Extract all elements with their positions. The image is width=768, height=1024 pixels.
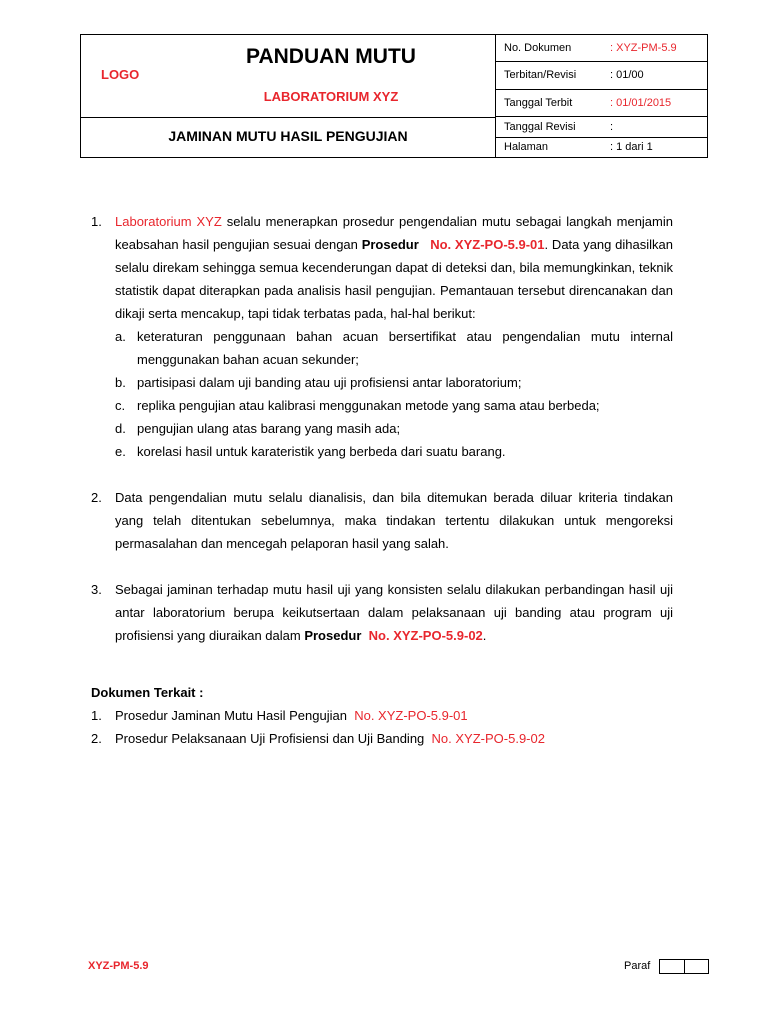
meta-key: No. Dokumen	[504, 42, 572, 54]
paragraph-number: 2.	[91, 490, 102, 505]
list-item	[91, 325, 673, 371]
paraf-label: Paraf	[624, 960, 651, 972]
meta-row-halaman	[496, 138, 707, 157]
paragraph-text: . Data yang dihasilkan selalu direkam sehingga semua kecenderungan dapat di deteksi dan, bila memungkinkan, teknik statistik dapat diterapkan pada analisis hasil pengujian. Pemantauan tersebut direncanakan dan dikaji serta mencakup, tapi tidak terbatas pada, hal-hal berikut:	[115, 237, 673, 321]
meta-row-tanggal-terbit	[496, 90, 707, 117]
list-letter: a.	[115, 329, 126, 344]
related-reference: No. XYZ-PO-5.9-01	[354, 708, 468, 723]
related-reference: No. XYZ-PO-5.9-02	[431, 731, 545, 746]
document-subtitle: LABORATORIUM XYZ	[263, 89, 399, 104]
list-item	[91, 417, 673, 440]
paragraph-3	[91, 578, 673, 647]
meta-key: Tanggal Revisi	[504, 121, 576, 133]
list-item	[91, 371, 673, 394]
list-letter: e.	[115, 444, 126, 459]
prosedur-reference: No. XYZ-PO-5.9-01	[430, 237, 545, 252]
paragraph-number: 1.	[91, 214, 102, 229]
list-item-text: keteraturan penggunaan bahan acuan bersertifikat atau pengendalian mutu internal menggunakan bahan acuan sekunder;	[137, 329, 673, 367]
document-meta-table	[496, 35, 707, 157]
paragraph-text: selalu menerapkan prosedur pengendalian mutu sebagai langkah menjamin keabsahan hasil pengujian sesuai dengan	[115, 214, 673, 252]
related-documents-title: Dokumen Terkait :	[91, 685, 204, 700]
list-item-text: partisipasi dalam uji banding atau uji profisiensi antar laboratorium;	[137, 375, 522, 390]
meta-value: : 01/01/2015	[610, 97, 672, 109]
meta-value: :	[610, 121, 614, 133]
paragraph-2	[91, 486, 673, 555]
meta-value: : 1 dari 1	[610, 141, 653, 153]
related-text: Prosedur Pelaksanaan Uji Profisiensi dan Uji Banding	[115, 731, 425, 746]
document-header-box	[80, 34, 708, 158]
paraf-signature-box	[659, 959, 709, 974]
prosedur-label: Prosedur	[304, 628, 362, 643]
lab-name: Laboratorium XYZ	[115, 214, 222, 229]
list-item-text: korelasi hasil untuk karateristik yang berbeda dari suatu barang.	[137, 444, 506, 459]
list-item-text: replika pengujian atau kalibrasi menggunakan metode yang sama atau berbeda;	[137, 398, 600, 413]
paragraph-text: Data pengendalian mutu selalu dianalisis, dan bila ditemukan berada diluar kriteria tindakan yang telah ditentukan sebelumnya, maka tindakan tertentu dilakukan untuk mengoreksi permasalahan dan mencegah pelaporan hasil yang salah.	[115, 490, 673, 551]
section-title: JAMINAN MUTU HASIL PENGUJIAN	[168, 128, 408, 144]
list-letter: b.	[115, 375, 126, 390]
meta-value: : 01/00	[610, 69, 644, 81]
meta-key: Halaman	[504, 141, 549, 153]
paragraph-1	[91, 210, 673, 325]
related-document-item	[91, 727, 673, 750]
logo-placeholder: LOGO	[101, 67, 140, 82]
prosedur-label: Prosedur	[361, 237, 419, 252]
related-text: Prosedur Jaminan Mutu Hasil Pengujian	[115, 708, 347, 723]
list-item	[91, 440, 673, 463]
document-title: PANDUAN MUTU	[246, 45, 416, 68]
meta-row-terbitan-revisi	[496, 62, 707, 90]
meta-row-no-dokumen	[496, 35, 707, 62]
list-letter: c.	[115, 398, 126, 413]
paragraph-end: .	[482, 628, 487, 643]
prosedur-reference: No. XYZ-PO-5.9-02	[368, 628, 483, 643]
meta-row-tanggal-revisi	[496, 117, 707, 138]
meta-key: Tanggal Terbit	[504, 97, 573, 109]
list-letter: d.	[115, 421, 126, 436]
list-item	[91, 394, 673, 417]
list-item-text: pengujian ulang atas barang yang masih ada;	[137, 421, 401, 436]
paragraph-number: 3.	[91, 582, 102, 597]
related-number: 1.	[91, 708, 102, 723]
related-document-item	[91, 704, 673, 727]
footer-document-code: XYZ-PM-5.9	[88, 960, 149, 972]
document-body	[91, 210, 673, 750]
meta-value: : XYZ-PM-5.9	[610, 42, 677, 54]
meta-key: Terbitan/Revisi	[504, 69, 577, 81]
paragraph-text: Sebagai jaminan terhadap mutu hasil uji yang konsisten selalu dilakukan perbandingan hasil uji antar laboratorium berupa keikutsertaan dalam pelaksanaan uji banding atau program uji profisiensi yang diuraikan dalam	[115, 582, 673, 643]
header-divider-horizontal	[81, 117, 495, 118]
related-number: 2.	[91, 731, 102, 746]
